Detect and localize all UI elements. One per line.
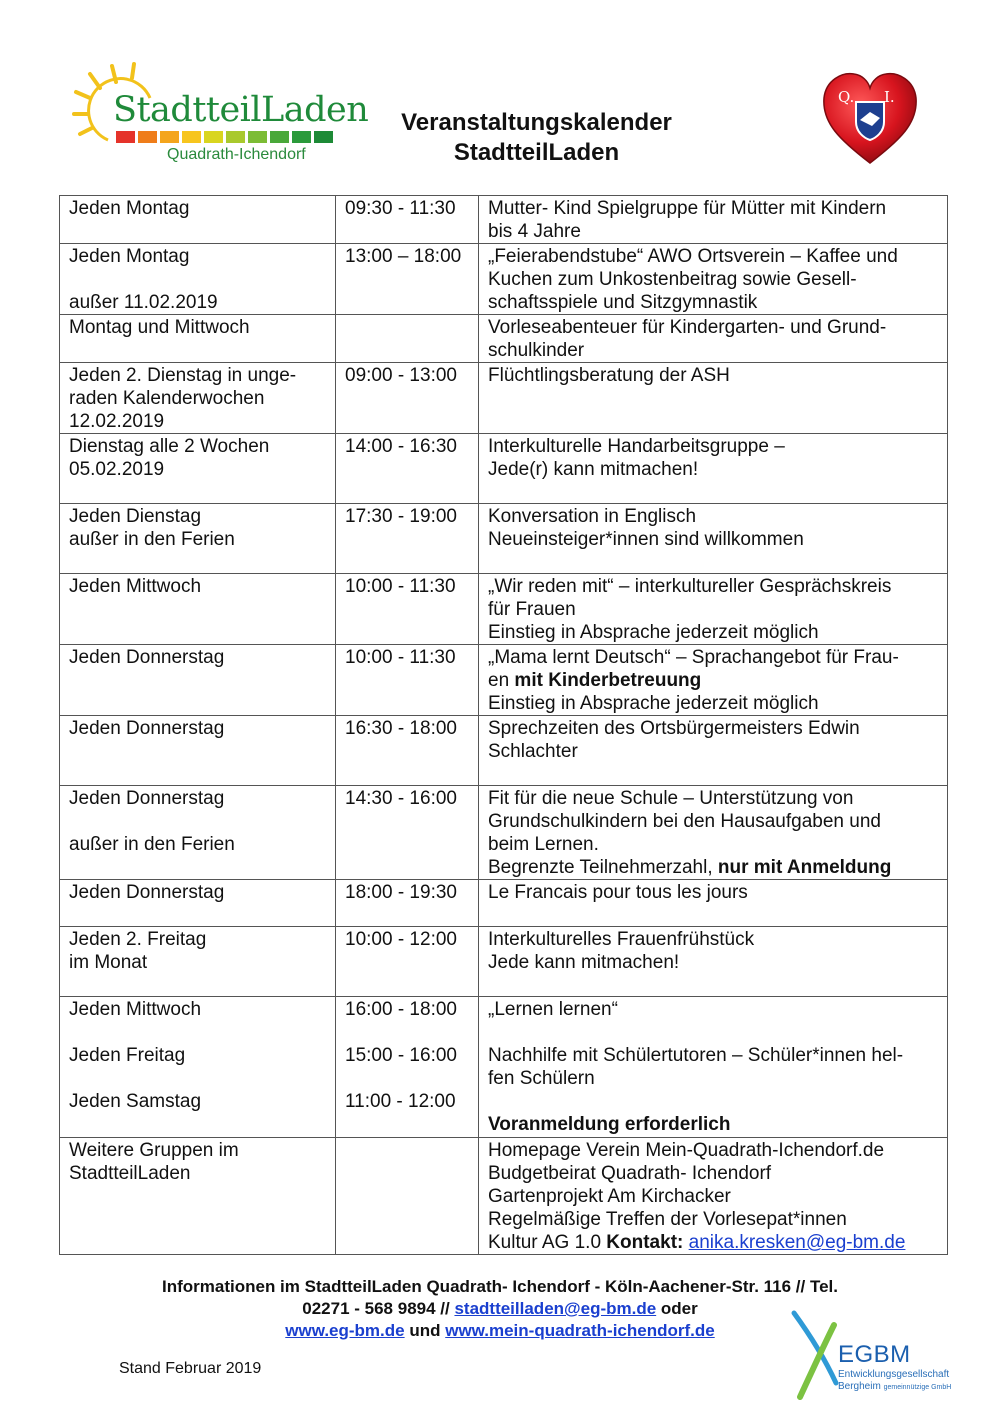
time-text xyxy=(345,316,469,339)
logo-color-bar xyxy=(292,131,311,143)
description-text: Gartenprojekt Am Kirchacker xyxy=(488,1186,731,1207)
day-cell xyxy=(60,716,336,786)
heart-letter-left: Q. xyxy=(838,88,855,106)
time-text: 10:00 - 12:00 xyxy=(345,929,457,950)
table-row xyxy=(60,315,948,363)
time-text: 16:00 - 18:00 xyxy=(345,999,457,1020)
table-row xyxy=(60,786,948,880)
table-row xyxy=(60,363,948,434)
table-row xyxy=(60,1138,948,1255)
description-text: Le Francais pour tous les jours xyxy=(488,882,748,903)
logo-color-bar xyxy=(270,131,289,143)
description-cell xyxy=(479,196,948,244)
day-text: Jeden Mittwoch xyxy=(69,999,202,1020)
description-cell xyxy=(479,716,948,786)
table-row xyxy=(60,574,948,645)
description-emphasis-line xyxy=(488,1231,938,1254)
logo-color-bar xyxy=(314,131,333,143)
description-text: Interkulturelle Handarbeitsgruppe – xyxy=(488,436,785,457)
description-text: Konversation in Englisch xyxy=(488,506,697,527)
description-text: Interkulturelles Frauenfrühstück xyxy=(488,929,755,950)
logo-color-bar xyxy=(182,131,201,143)
day-text: Weitere Gruppen im xyxy=(69,1140,239,1161)
description-text: Jede kann mitmachen! xyxy=(488,952,680,973)
description-text: für Frauen xyxy=(488,599,576,620)
day-text: 12.02.2019 xyxy=(69,411,165,432)
description-text xyxy=(488,1090,938,1113)
day-cell xyxy=(60,504,336,574)
table-row xyxy=(60,196,948,244)
time-text: 09:30 - 11:30 xyxy=(345,198,456,219)
description-cell xyxy=(479,504,948,574)
footer-line-2 xyxy=(90,1298,910,1320)
description-emphasis-line xyxy=(488,856,938,879)
description-text: Kuchen zum Unkostenbeitrag sowie Gesell- xyxy=(488,269,857,290)
egbm-logo xyxy=(790,1305,965,1405)
footer-email-link[interactable]: stadtteilladen@eg-bm.de xyxy=(454,1299,657,1318)
description-cell xyxy=(479,574,948,645)
egbm-name: EGBM xyxy=(838,1341,911,1368)
day-text: außer in den Ferien xyxy=(69,529,235,550)
day-text: Jeden Freitag xyxy=(69,1045,186,1066)
footer-phone: 02271 - 568 9894 // xyxy=(302,1299,455,1318)
description-text: Neueinsteiger*innen sind willkommen xyxy=(488,529,804,550)
time-cell xyxy=(336,645,479,716)
logo-color-bar xyxy=(138,131,157,143)
heart-icon xyxy=(820,68,920,168)
description-text: „Wir reden mit“ – interkultureller Gesprächskreis xyxy=(488,576,892,597)
logo-color-bars xyxy=(116,131,333,143)
day-cell xyxy=(60,1138,336,1255)
description-cell xyxy=(479,927,948,997)
description-text: Flüchtlingsberatung der ASH xyxy=(488,365,730,386)
title-line-2: StadtteilLaden xyxy=(453,139,620,166)
logo-color-bar xyxy=(116,131,135,143)
egbm-city: Bergheim xyxy=(838,1381,881,1392)
description-bold-text: mit Kinderbetreuung xyxy=(514,670,702,691)
logo-color-bar xyxy=(248,131,267,143)
stand-date: Stand Februar 2019 xyxy=(119,1360,262,1377)
day-text xyxy=(69,1021,326,1044)
time-text: 16:30 - 18:00 xyxy=(345,718,457,739)
description-text: Begrenzte Teilnehmerzahl, xyxy=(488,857,718,878)
heart-crest-logo xyxy=(820,68,920,168)
stadtteilladen-logo xyxy=(68,58,369,170)
description-text xyxy=(488,1021,938,1044)
egbm-line-2 xyxy=(838,1381,951,1392)
day-text: Jeden Donnerstag xyxy=(69,882,225,903)
description-text: beim Lernen. xyxy=(488,834,599,855)
description-text: „Lernen lernen“ xyxy=(488,999,618,1020)
description-text: Mutter- Kind Spielgruppe für Mütter mit Kindern xyxy=(488,198,887,219)
description-text: bis 4 Jahre xyxy=(488,221,581,242)
table-row xyxy=(60,997,948,1138)
description-cell xyxy=(479,880,948,927)
time-text: 09:00 - 13:00 xyxy=(345,365,457,386)
contact-email-link[interactable]: anika.kresken@eg-bm.de xyxy=(688,1232,906,1253)
description-text: schaftsspiele und Sitzgymnastik xyxy=(488,292,758,313)
description-text: Budgetbeirat Quadrath- Ichendorf xyxy=(488,1163,772,1184)
description-emphasis-line xyxy=(488,669,938,692)
day-text xyxy=(69,268,326,291)
day-text: Jeden Dienstag xyxy=(69,506,202,527)
time-cell xyxy=(336,880,479,927)
time-cell xyxy=(336,244,479,315)
day-cell xyxy=(60,363,336,434)
description-bold-text: nur mit Anmeldung xyxy=(717,857,892,878)
day-cell xyxy=(60,927,336,997)
description-text: Kultur AG 1.0 xyxy=(488,1232,607,1253)
description-text: Einstieg in Absprache jederzeit möglich xyxy=(488,622,819,643)
description-text: Fit für die neue Schule – Unterstützung von xyxy=(488,788,854,809)
logo-color-bar xyxy=(226,131,245,143)
description-text: Vorleseabenteuer für Kindergarten- und Grund- xyxy=(488,317,887,338)
footer-info xyxy=(90,1276,910,1342)
description-text: fen Schülern xyxy=(488,1068,595,1089)
day-text: StadtteilLaden xyxy=(69,1163,191,1184)
day-text: raden Kalenderwochen xyxy=(69,388,265,409)
footer-or: oder xyxy=(656,1299,698,1318)
description-cell xyxy=(479,786,948,880)
day-cell xyxy=(60,196,336,244)
footer-and: und xyxy=(404,1321,446,1340)
description-cell xyxy=(479,645,948,716)
time-text: 15:00 - 16:00 xyxy=(345,1045,457,1066)
description-text: „Mama lernt Deutsch“ – Sprachangebot für Frau- xyxy=(488,647,899,668)
day-text: Montag und Mittwoch xyxy=(69,317,250,338)
heart-letter-right: I. xyxy=(884,88,895,106)
time-text: 17:30 - 19:00 xyxy=(345,506,457,527)
table-row xyxy=(60,645,948,716)
description-text: Regelmäßige Treffen der Vorlesepat*innen xyxy=(488,1209,847,1230)
description-cell xyxy=(479,244,948,315)
day-cell xyxy=(60,315,336,363)
logo-wordmark: StadtteilLaden xyxy=(113,90,369,130)
day-text: Jeden 2. Freitag xyxy=(69,929,207,950)
footer-website-link-2[interactable]: www.mein-quadrath-ichendorf.de xyxy=(445,1321,715,1340)
time-cell xyxy=(336,574,479,645)
time-text: 14:30 - 16:00 xyxy=(345,788,457,809)
day-text: Jeden Donnerstag xyxy=(69,718,225,739)
day-text: Jeden 2. Dienstag in unge- xyxy=(69,365,297,386)
time-cell xyxy=(336,315,479,363)
day-text: außer 11.02.2019 xyxy=(69,292,218,313)
description-text: Jede(r) kann mitmachen! xyxy=(488,459,699,480)
time-text xyxy=(345,1139,469,1162)
day-text: Jeden Montag xyxy=(69,246,190,267)
footer-line-3 xyxy=(90,1320,910,1342)
time-text: 11:00 - 12:00 xyxy=(345,1091,456,1112)
description-bold-text: Kontakt: xyxy=(606,1232,684,1253)
day-text: Jeden Mittwoch xyxy=(69,576,202,597)
description-emphasis-line xyxy=(488,1113,938,1136)
table-row xyxy=(60,504,948,574)
description-cell xyxy=(479,363,948,434)
day-text: Jeden Samstag xyxy=(69,1091,202,1112)
time-cell xyxy=(336,1138,479,1255)
egbm-legal-form: gemeinnützige GmbH xyxy=(883,1384,952,1391)
description-cell xyxy=(479,1138,948,1255)
document-title xyxy=(384,108,689,168)
table-row xyxy=(60,716,948,786)
table-row xyxy=(60,880,948,927)
footer-website-link-1[interactable]: www.eg-bm.de xyxy=(285,1321,405,1340)
description-cell xyxy=(479,997,948,1138)
time-text xyxy=(345,1067,469,1090)
time-cell xyxy=(336,434,479,504)
day-text: 05.02.2019 xyxy=(69,459,165,480)
logo-subtitle: Quadrath-Ichendorf xyxy=(167,146,306,163)
day-cell xyxy=(60,244,336,315)
time-cell xyxy=(336,504,479,574)
time-text: 10:00 - 11:30 xyxy=(345,576,456,597)
logo-color-bar xyxy=(204,131,223,143)
description-cell xyxy=(479,315,948,363)
time-cell xyxy=(336,196,479,244)
events-table xyxy=(59,195,948,1255)
day-text: Jeden Montag xyxy=(69,198,190,219)
day-text: außer in den Ferien xyxy=(69,834,235,855)
day-text: Dienstag alle 2 Wochen xyxy=(69,436,270,457)
description-text: schulkinder xyxy=(488,340,585,361)
description-text: en xyxy=(488,670,515,691)
logo-color-bar xyxy=(160,131,179,143)
table-row xyxy=(60,434,948,504)
time-cell xyxy=(336,716,479,786)
day-cell xyxy=(60,997,336,1138)
description-text: Schlachter xyxy=(488,741,578,762)
day-cell xyxy=(60,786,336,880)
time-text: 13:00 – 18:00 xyxy=(345,246,462,267)
time-cell xyxy=(336,997,479,1138)
description-bold-text: Voranmeldung erforderlich xyxy=(488,1114,731,1135)
description-cell xyxy=(479,434,948,504)
table-row xyxy=(60,927,948,997)
time-text: 10:00 - 11:30 xyxy=(345,647,456,668)
description-text: Grundschulkindern bei den Hausaufgaben und xyxy=(488,811,881,832)
footer-line-1: Informationen im StadtteilLaden Quadrath- Ichendorf - Köln-Aachener-Str. 116 // Tel. xyxy=(162,1277,838,1296)
description-text: Nachhilfe mit Schülertutoren – Schüler*innen hel- xyxy=(488,1045,904,1066)
events-table-body xyxy=(60,196,948,1255)
time-cell xyxy=(336,927,479,997)
description-text: Homepage Verein Mein-Quadrath-Ichendorf.de xyxy=(488,1140,885,1161)
description-text: Sprechzeiten des Ortsbürgermeisters Edwin xyxy=(488,718,860,739)
day-cell xyxy=(60,434,336,504)
time-text: 14:00 - 16:30 xyxy=(345,436,457,457)
time-text: 18:00 - 19:30 xyxy=(345,882,457,903)
day-text xyxy=(69,810,326,833)
description-text: „Feierabendstube“ AWO Ortsverein – Kaffee und xyxy=(488,246,898,267)
time-cell xyxy=(336,363,479,434)
day-text: Jeden Donnerstag xyxy=(69,788,225,809)
day-text: Jeden Donnerstag xyxy=(69,647,225,668)
time-cell xyxy=(336,786,479,880)
title-line-1: Veranstaltungskalender xyxy=(401,109,672,136)
day-cell xyxy=(60,574,336,645)
table-row xyxy=(60,244,948,315)
description-text: Einstieg in Absprache jederzeit möglich xyxy=(488,693,819,714)
egbm-line-1: Entwicklungsgesellschaft xyxy=(838,1369,950,1380)
day-text xyxy=(69,1067,326,1090)
day-text: im Monat xyxy=(69,952,148,973)
day-cell xyxy=(60,880,336,927)
day-cell xyxy=(60,645,336,716)
time-text xyxy=(345,1021,469,1044)
